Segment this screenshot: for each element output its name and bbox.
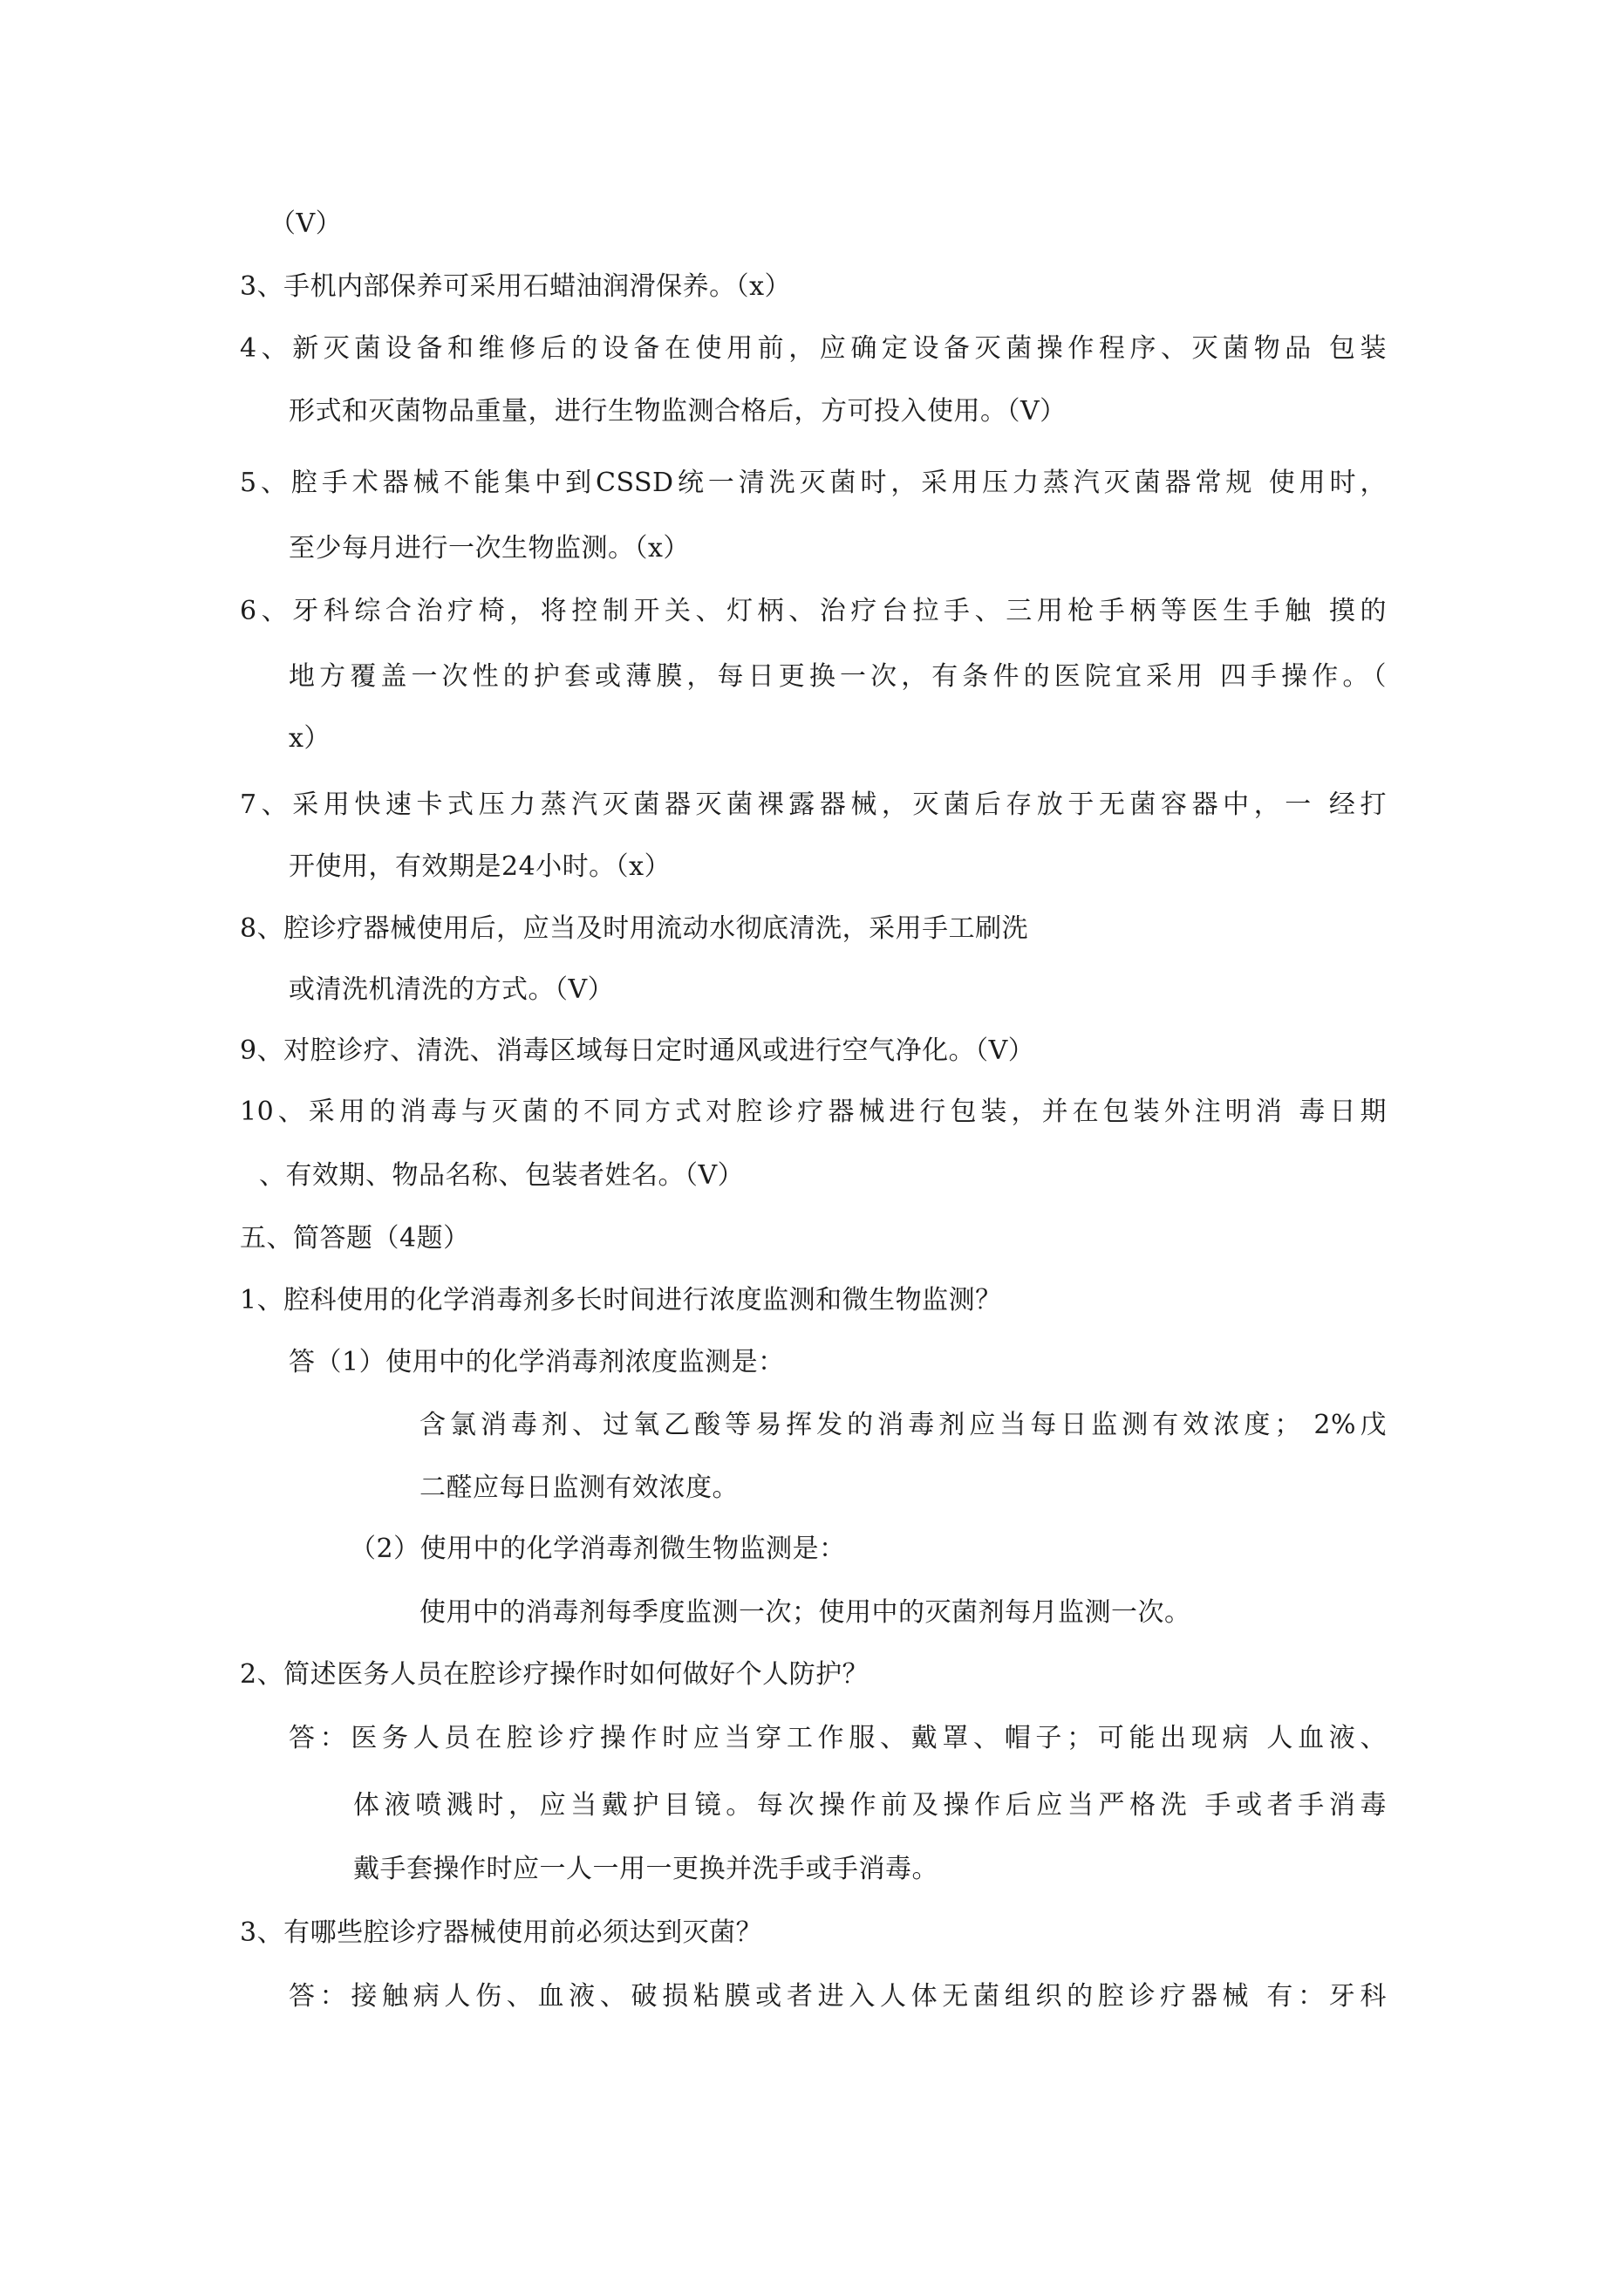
text-line: （V） <box>269 208 343 239</box>
text-line: x） <box>289 723 331 754</box>
text-line: 地方覆盖一次性的护套或薄膜，每日更换一次，有条件的医院宜采用 四手操作。（ <box>289 661 1387 692</box>
text-line: 9、对腔诊疗、清洗、消毒区域每日定时通风或进行空气净化。（V） <box>240 1035 1035 1066</box>
question: 3、有哪些腔诊疗器械使用前必须达到灭菌？ <box>240 1917 763 1948</box>
text-line: 3、手机内部保养可采用石蜡油润滑保养。（x） <box>240 271 792 302</box>
question: 1、腔科使用的化学消毒剂多长时间进行浓度监测和微生物监测？ <box>240 1285 1002 1315</box>
text-line: 、有效期、物品名称、包装者姓名。（V） <box>259 1160 745 1191</box>
answer-line: 答：医务人员在腔诊疗操作时应当穿工作服、戴罩、帽子；可能出现病 人血液、 <box>289 1723 1387 1753</box>
question: 2、简述医务人员在腔诊疗操作时如何做好个人防护？ <box>240 1659 869 1690</box>
answer-line: （2）使用中的化学消毒剂微生物监测是： <box>350 1534 846 1564</box>
answer-line: 答（1）使用中的化学消毒剂浓度监测是： <box>289 1347 785 1377</box>
text-line: 至少每月进行一次生物监测。（x） <box>289 533 690 564</box>
answer-line: 戴手套操作时应一人一用一更换并洗手或手消毒。 <box>353 1854 938 1884</box>
answer-line: 含氯消毒剂、过氧乙酸等易挥发的消毒剂应当每日监测有效浓度； 2%戊 <box>419 1410 1387 1440</box>
answer-line: 使用中的消毒剂每季度监测一次；使用中的灭菌剂每月监测一次。 <box>419 1597 1191 1628</box>
text-line: 6、牙科综合治疗椅，将控制开关、灯柄、治疗台拉手、三用枪手柄等医生手触 摸的 <box>240 596 1387 626</box>
section-heading: 五、简答题（4题） <box>240 1223 470 1254</box>
text-line: 5、腔手术器械不能集中到CSSD统一清洗灭菌时，采用压力蒸汽灭菌器常规 使用时， <box>240 468 1387 498</box>
text-line: 7、采用快速卡式压力蒸汽灭菌器灭菌裸露器械，灭菌后存放于无菌容器中，一 经打 <box>240 789 1387 820</box>
text-line: 4、新灭菌设备和维修后的设备在使用前，应确定设备灭菌操作程序、灭菌物品 包装 <box>240 333 1387 364</box>
answer-line: 二醛应每日监测有效浓度。 <box>419 1473 739 1503</box>
answer-line: 体液喷溅时，应当戴护目镜。每次操作前及操作后应当严格洗 手或者手消毒 <box>353 1790 1387 1821</box>
answer-line: 答：接触病人伤、血液、破损粘膜或者进入人体无菌组织的腔诊疗器械 有：牙科 <box>289 1981 1387 2012</box>
text-line: 开使用，有效期是24小时。（x） <box>289 851 672 882</box>
text-line: 10、采用的消毒与灭菌的不同方式对腔诊疗器械进行包装，并在包装外注明消 毒日期 <box>240 1097 1387 1127</box>
text-line: 8、腔诊疗器械使用后，应当及时用流动水彻底清洗，采用手工刷洗 <box>240 913 1029 944</box>
text-line: 或清洗机清洗的方式。（V） <box>289 974 615 1005</box>
text-line: 形式和灭菌物品重量，进行生物监测合格后，方可投入使用。（V） <box>289 396 1067 427</box>
